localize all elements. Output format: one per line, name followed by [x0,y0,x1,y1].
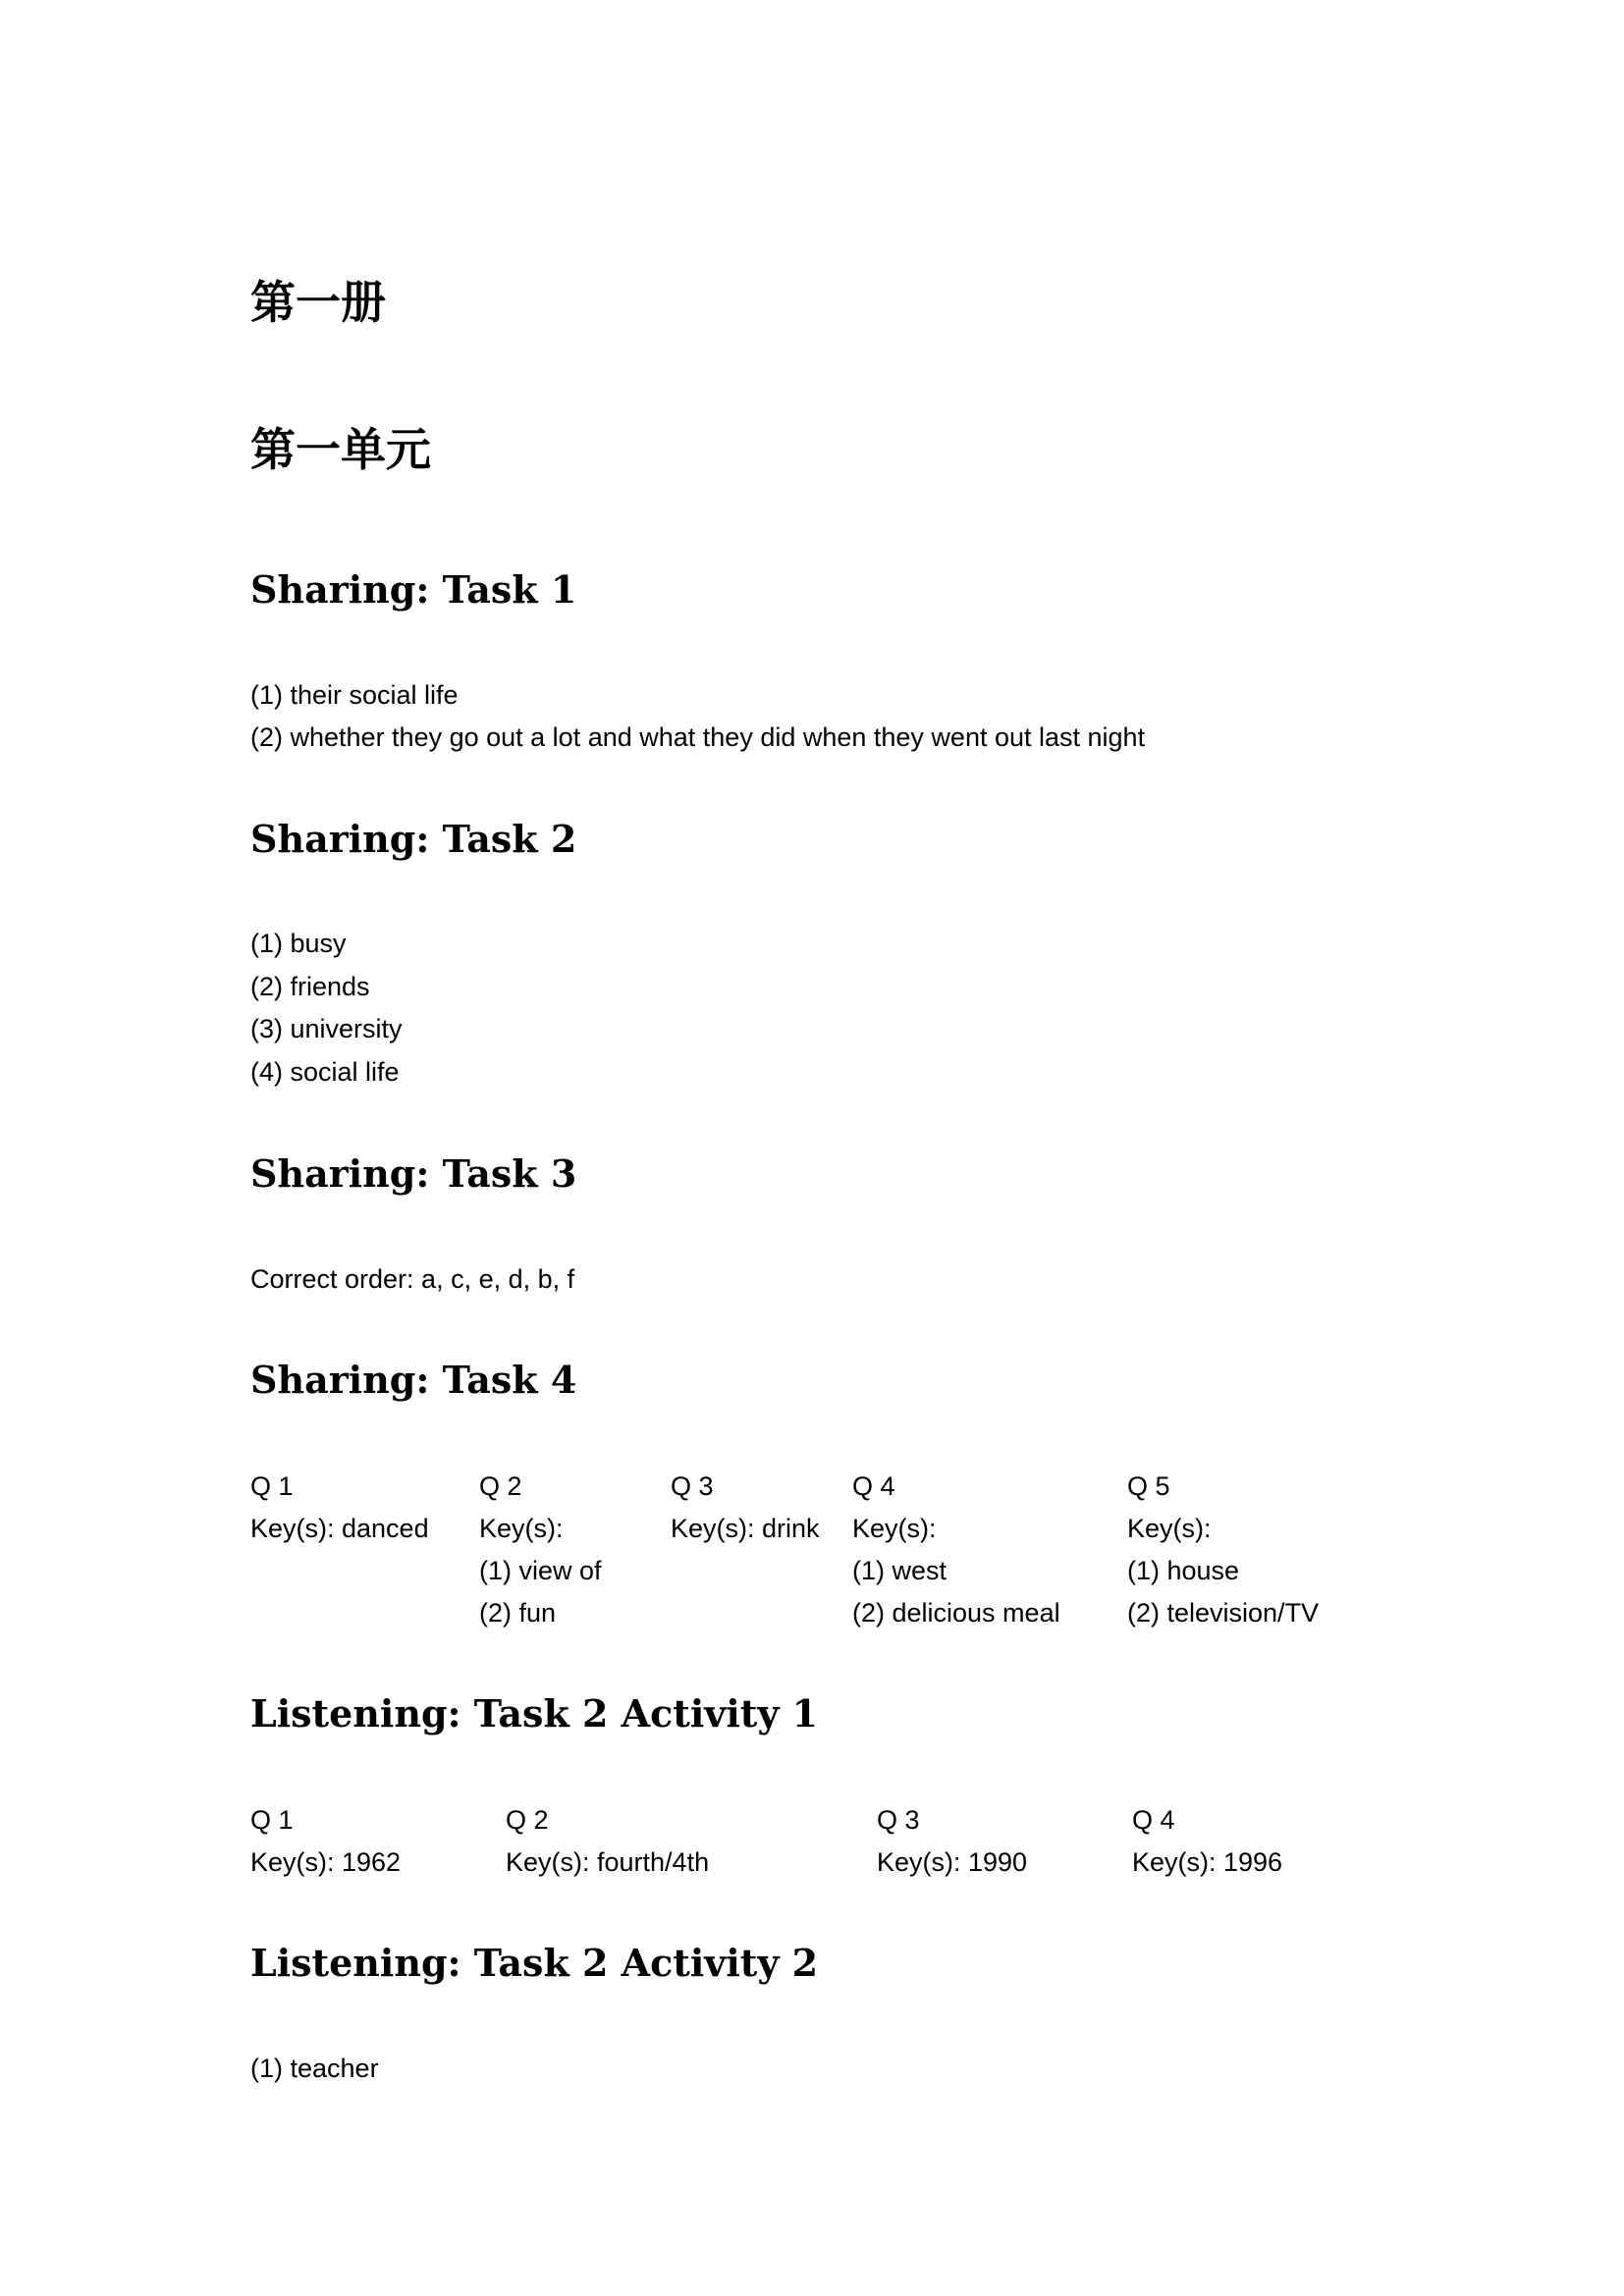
key-line: (2) delicious meal [852,1598,1060,1628]
question-label: Q 1 [250,1471,294,1501]
answer-column-q4 [1132,1807,1282,1876]
section-heading-sharing-task-3: Sharing: Task 3 [250,1151,577,1196]
section-heading-listening-activity-2: Listening: Task 2 Activity 2 [250,1941,819,1985]
answer-line: Correct order: a, c, e, d, b, f [250,1264,575,1294]
question-label: Q 4 [852,1471,895,1501]
answer-line: (1) busy [250,929,347,958]
unit-title: 第一单元 [250,423,431,476]
answer-column-q2 [479,1473,602,1627]
key-line: Key(s): [1127,1514,1212,1543]
answer-line: (3) university [250,1014,403,1043]
key-line: (1) house [1127,1556,1240,1585]
question-label: Q 3 [877,1805,920,1835]
answer-line: (1) their social life [250,680,459,710]
key-line: Key(s): 1996 [1132,1847,1283,1877]
answer-column-q3 [877,1807,1027,1876]
question-label: Q 2 [506,1805,549,1835]
question-label: Q 4 [1132,1805,1175,1835]
answer-column-q3 [671,1473,820,1542]
key-line: Key(s): danced [250,1514,429,1543]
key-line: (2) television/TV [1127,1598,1320,1628]
key-line: (1) view of [479,1556,602,1585]
key-line: Key(s): 1990 [877,1847,1028,1877]
answer-line: (1) teacher [250,2054,379,2083]
answer-column-q1 [250,1807,401,1876]
answer-column-q5 [1127,1473,1319,1627]
answer-line: (2) friends [250,972,370,1001]
question-label: Q 2 [479,1471,522,1501]
question-label: Q 5 [1127,1471,1170,1501]
key-line: (2) fun [479,1598,557,1628]
key-line: (1) west [852,1556,947,1585]
key-line: Key(s): fourth/4th [506,1847,710,1877]
question-label: Q 3 [671,1471,714,1501]
section-heading-sharing-task-2: Sharing: Task 2 [250,817,577,861]
answer-column-q1 [250,1473,429,1542]
answer-column-q2 [506,1807,709,1876]
answer-line: (4) social life [250,1057,400,1087]
key-line: Key(s): [852,1514,937,1543]
section-heading-sharing-task-4: Sharing: Task 4 [250,1358,577,1402]
key-line: Key(s): [479,1514,564,1543]
answer-line: (2) whether they go out a lot and what they did when they went out last night [250,722,1146,752]
section-heading-sharing-task-1: Sharing: Task 1 [250,567,577,612]
book-title: 第一册 [250,276,386,329]
question-label: Q 1 [250,1805,294,1835]
answer-column-q4 [852,1473,1060,1627]
key-line: Key(s): drink [671,1514,820,1543]
section-heading-listening-activity-1: Listening: Task 2 Activity 1 [250,1691,819,1735]
key-line: Key(s): 1962 [250,1847,402,1877]
